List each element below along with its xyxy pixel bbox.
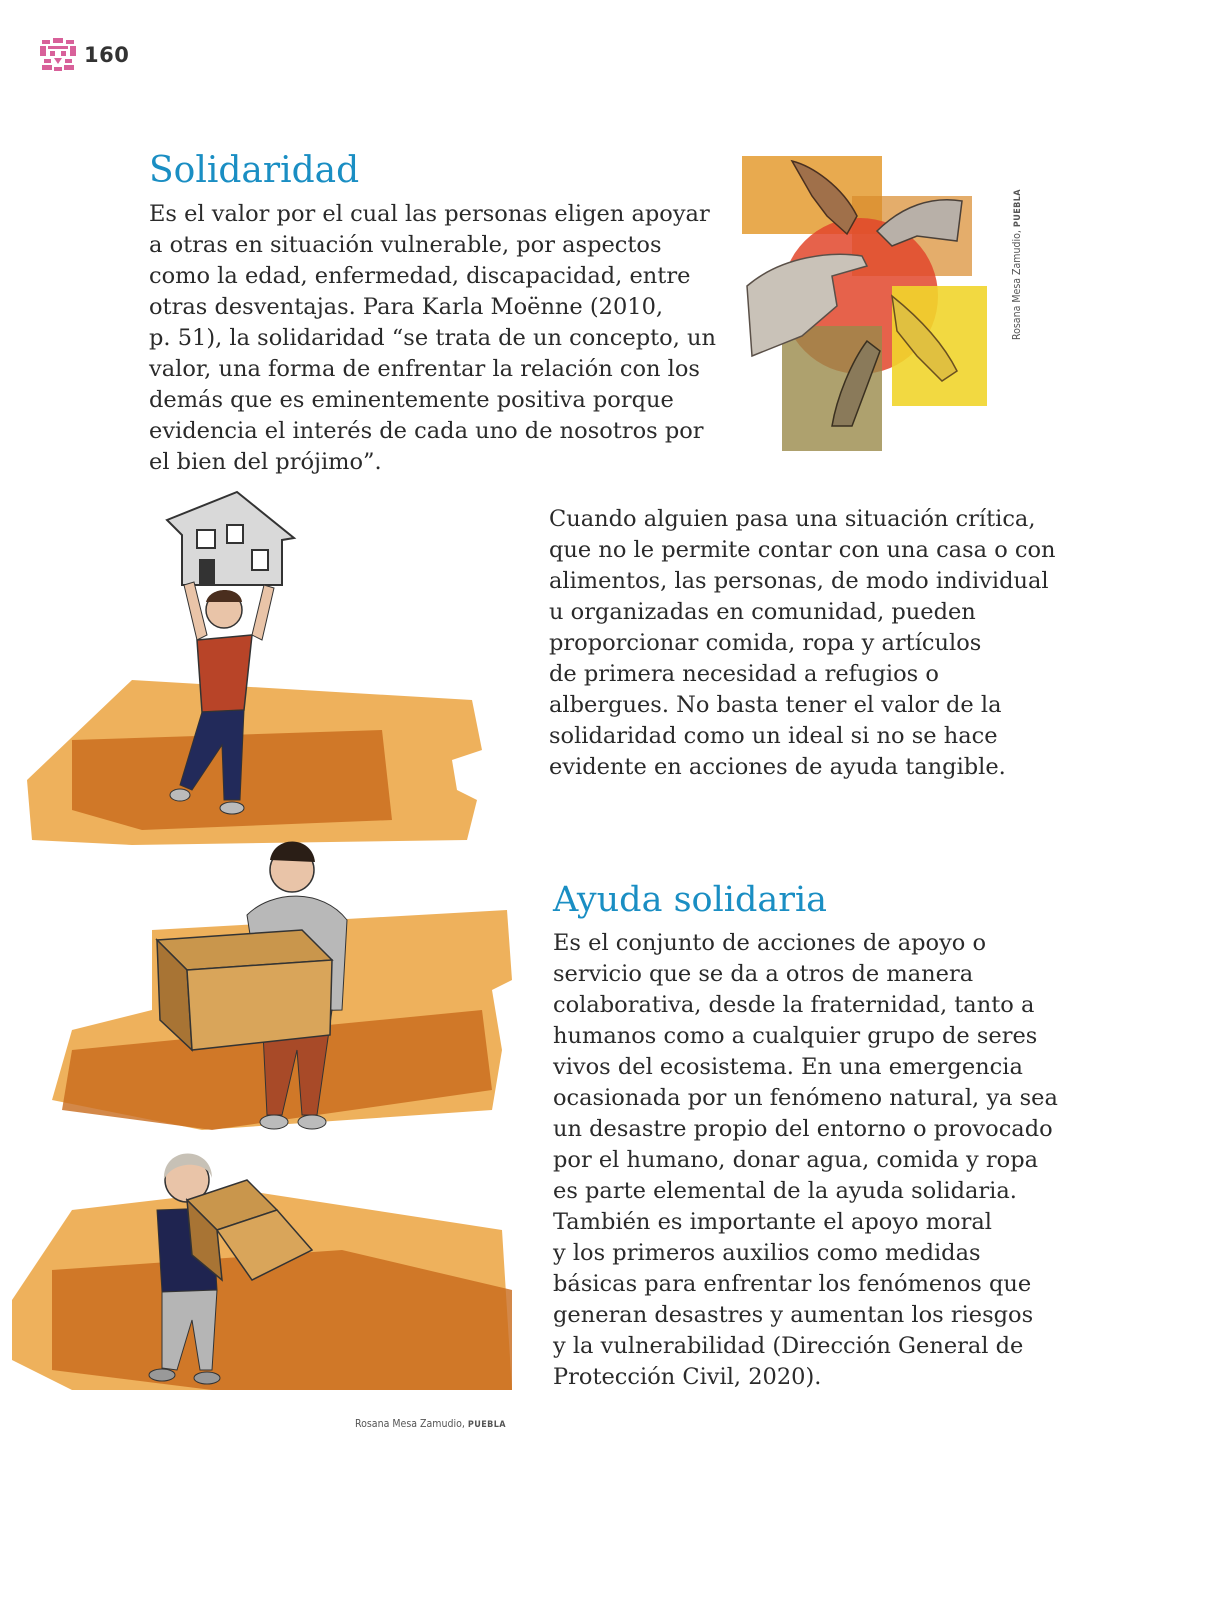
page-number: 160 — [84, 43, 130, 67]
credit-author: Rosana Mesa Zamudio, — [355, 1418, 468, 1430]
section-text-solidaridad: Es el valor por el cual las personas eligen apoyar a otras en situación vulnerable, por aspectos como la edad, enfermedad, discapacidad, entre otras desventajas. Para Karla Moënne (2010, p. 51), la solidaridad “se trata de un concepto, un valor, una forma de enfrentar la relación con los demás que es eminentemente positiva porque evidencia el interés de cada uno de nosotros por el bien del prójimo”. — [149, 201, 716, 475]
cardboard-box — [157, 930, 332, 1050]
section-title-solidaridad: Solidaridad — [149, 150, 360, 191]
children-illustration-credit — [355, 1418, 506, 1430]
hands-illustration — [742, 156, 992, 451]
hands-illustration-credit — [1011, 189, 1023, 340]
page-header — [40, 38, 129, 72]
paragraph-critical-situation: Cuando alguien pasa una situación crítica, que no le permite contar con una casa o con alimentos, las personas, de modo individual u organizadas en comunidad, pueden proporcionar comida, ropa y artículos de primera necesidad a refugios o albergues. No basta tener el valor de la solidaridad como un ideal si no se hace evidente en acciones de ayuda tangible. — [549, 506, 1056, 780]
credit-state: PUEBLA — [467, 1420, 506, 1430]
credit-state: PUEBLA — [1013, 189, 1023, 228]
credit-author: Rosana Mesa Zamudio, — [1011, 227, 1023, 340]
house-figure — [167, 492, 294, 585]
decorative-glyph-icon — [40, 38, 76, 72]
children-carrying-illustration — [12, 490, 517, 1405]
section-text-ayuda-solidaria: Es el conjunto de acciones de apoyo o servicio que se da a otros de manera colaborativa, desde la fraternidad, tanto a humanos como a cualquier grupo de seres vivos del ecosistema. En una emergencia ocasionada por un fenómeno natural, ya sea un desastre propio del entorno o provocado por el humano, donar agua, comida y ropa es parte elemental de la ayuda solidaria. También es importante el apoyo moral y los primeros auxilios como medidas básicas para enfrentar los fenómenos que generan desastres y aumentan los riesgos y la vulnerabilidad (Dirección General de Protección Civil, 2020). — [553, 930, 1058, 1390]
section-title-ayuda-solidaria: Ayuda solidaria — [553, 880, 828, 920]
